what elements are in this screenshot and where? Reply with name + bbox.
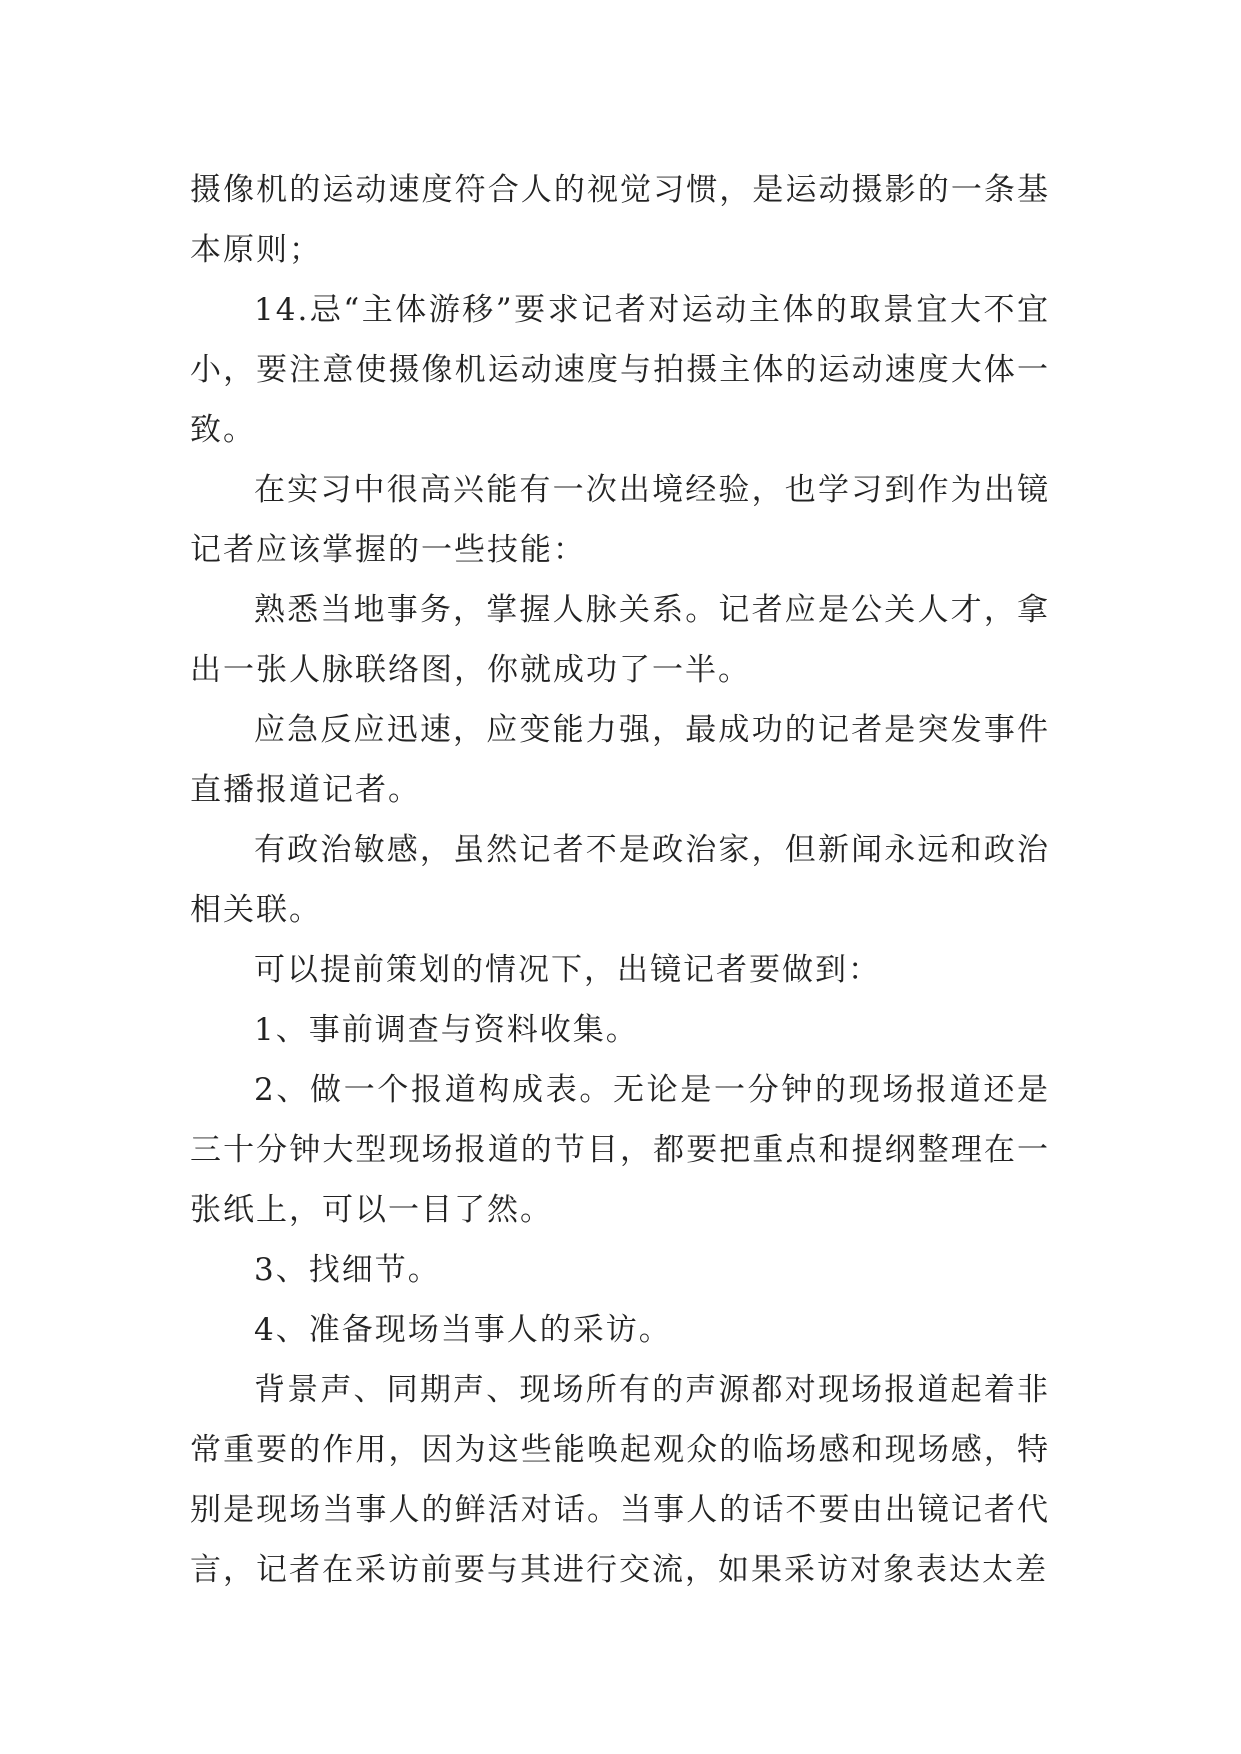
paragraph-8: 1、事前调查与资料收集。 — [254, 1012, 639, 1048]
document-body — [190, 160, 1050, 1600]
paragraph-12: 背景声、同期声、现场所有的声源都对现场报道起着非常重要的作用，因为这些能唤起观众的临场感和现场感，特别是现场当事人的鲜活对话。当事人的话不要由出镜记者代言，记者在采访前要与其进行交流，如果采访对象表达太差 — [190, 1372, 1050, 1588]
paragraph-4: 熟悉当地事务，掌握人脉关系。记者应是公关人才，拿出一张人脉联络图，你就成功了一半。 — [190, 592, 1050, 688]
paragraph-7: 可以提前策划的情况下，出镜记者要做到： — [254, 952, 881, 988]
paragraph-2: 14.忌“主体游移”要求记者对运动主体的取景宜大不宜小，要注意使摄像机运动速度与拍摄主体的运动速度大体一致。 — [190, 292, 1050, 448]
paragraph-5: 应急反应迅速，应变能力强，最成功的记者是突发事件直播报道记者。 — [190, 712, 1050, 808]
paragraph-3: 在实习中很高兴能有一次出境经验，也学习到作为出镜记者应该掌握的一些技能： — [190, 472, 1050, 568]
paragraph-10: 3、找细节。 — [254, 1252, 441, 1288]
paragraph-1: 摄像机的运动速度符合人的视觉习惯，是运动摄影的一条基本原则； — [190, 172, 1050, 268]
paragraph-9: 2、做一个报道构成表。无论是一分钟的现场报道还是三十分钟大型现场报道的节目，都要把重点和提纲整理在一张纸上，可以一目了然。 — [190, 1072, 1050, 1228]
paragraph-11: 4、准备现场当事人的采访。 — [254, 1312, 672, 1348]
paragraph-6: 有政治敏感，虽然记者不是政治家，但新闻永远和政治相关联。 — [190, 832, 1050, 928]
